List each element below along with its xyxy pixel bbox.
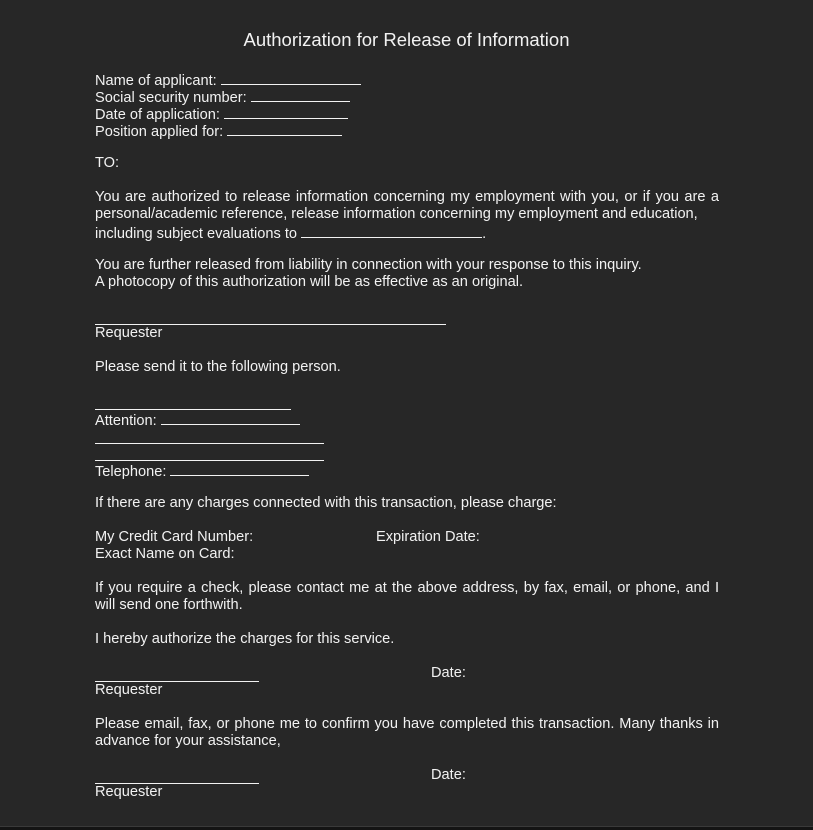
ssn-field[interactable] [251, 87, 350, 102]
requester-signature-line-2[interactable] [95, 665, 259, 682]
requester-signature-line-3[interactable] [95, 767, 259, 784]
application-date-field[interactable] [224, 104, 348, 119]
attention-field[interactable] [161, 410, 300, 425]
recipient-name-line[interactable] [95, 393, 291, 410]
attention-row [95, 410, 719, 427]
telephone-label: Telephone: [95, 464, 167, 480]
ssn-label: Social security number: [95, 90, 247, 106]
application-date-row [95, 104, 719, 121]
evaluations-recipient-field[interactable] [301, 223, 482, 238]
page-title: Authorization for Release of Information [243, 29, 570, 50]
date-label-1: Date: [431, 665, 466, 681]
authorize-paragraph-2-row [95, 223, 719, 240]
telephone-field[interactable] [170, 461, 309, 476]
address-line-1[interactable] [95, 427, 324, 444]
to-label: TO: [95, 155, 120, 171]
requester-signature-line-1[interactable] [95, 308, 446, 325]
applicant-name-field[interactable] [221, 70, 361, 85]
signature-row-1 [95, 665, 719, 682]
signature-row-2 [95, 767, 719, 784]
name-on-card-label: Exact Name on Card: [95, 546, 235, 562]
position-field[interactable] [227, 121, 342, 136]
ssn-row [95, 87, 719, 104]
application-date-label: Date of application: [95, 107, 220, 123]
expiration-label: Expiration Date: [376, 529, 480, 545]
requester-label-3: Requester [95, 784, 163, 800]
attention-label: Attention: [95, 413, 157, 429]
position-row [95, 121, 719, 138]
credit-card-label: My Credit Card Number: [95, 529, 254, 545]
applicant-fields [95, 70, 719, 801]
applicant-name-label: Name of applicant: [95, 73, 217, 89]
requester-label-1: Requester [95, 325, 163, 341]
address-line-2[interactable] [95, 444, 324, 461]
release-paragraph-2: A photocopy of this authorization will be as effective as an original. [95, 274, 524, 290]
position-label: Position applied for: [95, 124, 224, 140]
authorize-charges-text: I hereby authorize the charges for this service. [95, 631, 395, 647]
send-to-text: Please send it to the following person. [95, 359, 341, 375]
release-paragraph-1: You are further released from liability in connection with your response to this inquiry. [95, 257, 642, 273]
bottom-edge [0, 826, 813, 830]
requester-label-2: Requester [95, 682, 163, 698]
credit-card-row [95, 529, 719, 546]
charges-intro: If there are any charges connected with this transaction, please charge: [95, 495, 557, 511]
check-paragraph: If you require a check, please contact me at the above address, by fax, email, or phone, and I will send one forthwith. [95, 580, 719, 613]
telephone-row [95, 461, 719, 478]
date-label-2: Date: [431, 767, 466, 783]
period: . [482, 226, 487, 242]
applicant-name-row [95, 70, 719, 87]
confirm-paragraph: Please email, fax, or phone me to confirm you have completed this transaction. Many thanks in advance for your assistance, [95, 716, 719, 749]
authorize-paragraph-1: You are authorized to release information concerning my employment with you, or if you are a personal/academic reference, release information concerning my employment and education, [95, 189, 719, 222]
authorize-paragraph-2: including subject evaluations to [95, 226, 298, 242]
